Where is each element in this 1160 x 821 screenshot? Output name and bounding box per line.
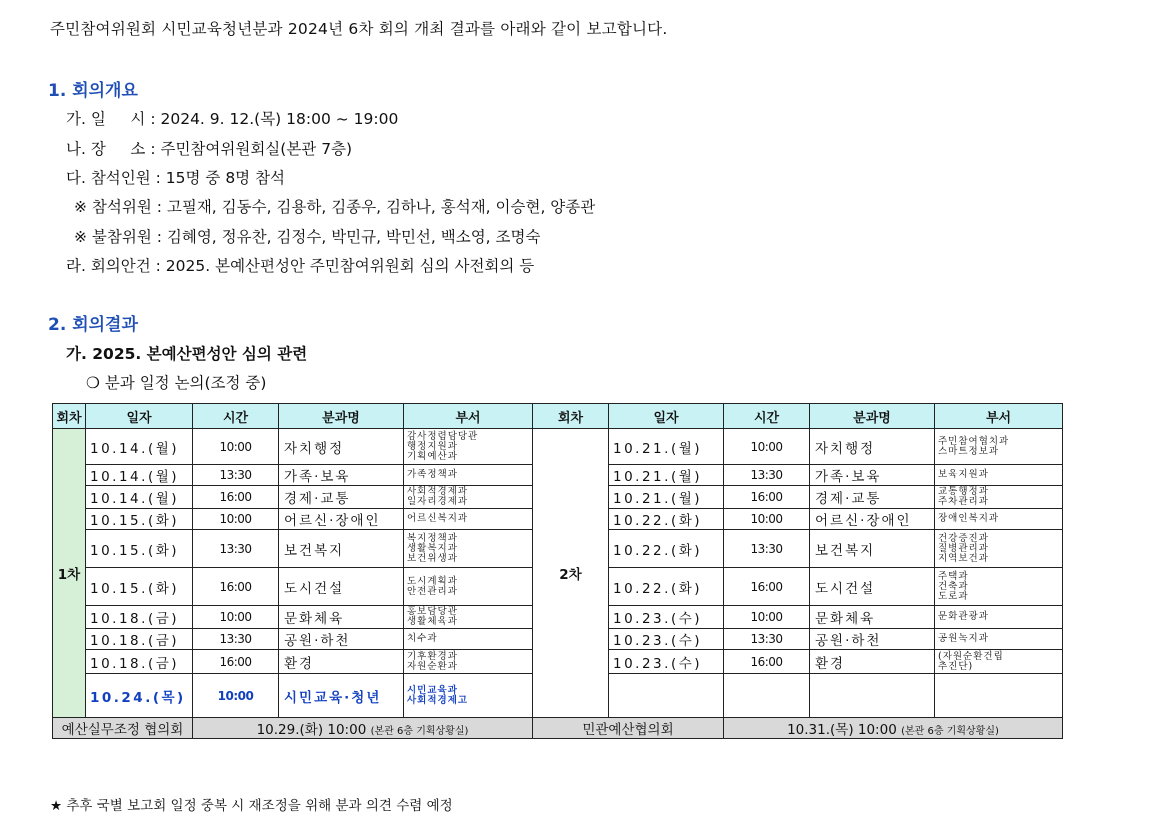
right-time-cell: 13:30 [724, 530, 810, 568]
right-department-cell [935, 465, 1063, 486]
left-date-cell: 10.14.(월) [86, 486, 193, 509]
department-name: 건강증진과 [938, 532, 989, 544]
left-time-cell: 10:00 [193, 674, 279, 718]
overview-attendees: ※ 참석위원 : 고필재, 김동수, 김용하, 김종우, 김하나, 홍석재, 이승현, 양종관 [74, 198, 596, 216]
right-time-cell: 10:00 [724, 509, 810, 530]
left-time-cell: 13:30 [193, 629, 279, 650]
footer-left-value [193, 718, 533, 739]
header-date: 일자 [609, 404, 724, 429]
left-department-cell [404, 650, 533, 674]
department-name: 보건위생과 [407, 552, 458, 564]
empty-cell [810, 674, 935, 718]
left-name-cell: 가족·보육 [279, 465, 404, 486]
left-date-cell: 10.15.(화) [86, 530, 193, 568]
footer-right-value [724, 718, 1063, 739]
overview-place: 나. 장 소 : 주민참여위원회실(본관 7층) [66, 140, 353, 158]
footnote: ★ 추후 국별 보고회 일정 중복 시 재조정을 위해 분과 의견 수렴 예정 [50, 798, 453, 814]
left-date-cell: 10.18.(금) [86, 629, 193, 650]
department-name: 도로과 [938, 590, 969, 602]
overview-absentees: ※ 불참위원 : 김혜영, 정유찬, 김정수, 박민규, 박민선, 백소영, 조명숙 [74, 228, 541, 246]
right-date-cell: 10.22.(화) [609, 509, 724, 530]
department-name: 홍보담당관 [407, 606, 458, 617]
left-time-cell: 10:00 [193, 606, 279, 629]
right-date-cell: 10.23.(수) [609, 629, 724, 650]
department-name: 추진단) [938, 660, 974, 672]
empty-cell [609, 674, 724, 718]
right-time-cell: 10:00 [724, 606, 810, 629]
right-time-cell: 16:00 [724, 568, 810, 606]
department-name: 생활복지과 [407, 542, 458, 554]
right-time-cell: 16:00 [724, 650, 810, 674]
left-name-cell: 문화체육 [279, 606, 404, 629]
department-name: 안전관리과 [407, 585, 458, 597]
right-date-cell: 10.21.(월) [609, 465, 724, 486]
left-time-cell: 10:00 [193, 509, 279, 530]
left-time-cell: 16:00 [193, 650, 279, 674]
header-time: 시간 [724, 404, 810, 429]
department-name: 주차관리과 [938, 496, 989, 507]
right-date-cell: 10.23.(수) [609, 606, 724, 629]
empty-cell [724, 674, 810, 718]
round-1-label: 1차 [53, 429, 86, 718]
round-2-label: 2차 [533, 429, 609, 718]
department-name: 교통행정과 [938, 486, 989, 497]
right-time-cell: 16:00 [724, 486, 810, 509]
section2-title: 2. 회의결과 [48, 315, 138, 335]
header-round: 회차 [53, 404, 86, 429]
header-round: 회차 [533, 404, 609, 429]
footer-right-label: 민관예산협의회 [533, 718, 724, 739]
intro-text: 주민참여위원회 시민교육청년분과 2024년 6차 회의 개최 결과를 아래와 같이 보고합니다. [50, 20, 668, 38]
department-name: 행정지원과 [407, 440, 458, 452]
right-name-cell: 문화체육 [810, 606, 935, 629]
left-name-cell: 환경 [279, 650, 404, 674]
right-department-cell [935, 606, 1063, 629]
footer-left-place: (본관 6층 기획상황실) [370, 726, 469, 737]
left-department-cell [404, 606, 533, 629]
left-date-cell: 10.14.(월) [86, 429, 193, 465]
right-date-cell: 10.22.(화) [609, 530, 724, 568]
left-department-cell [404, 429, 533, 465]
left-time-cell: 16:00 [193, 568, 279, 606]
section2-subtitle: 가. 2025. 본예산편성안 심의 관련 [66, 345, 308, 363]
right-department-cell [935, 486, 1063, 509]
left-date-cell: 10.18.(금) [86, 650, 193, 674]
schedule-status: ❍ 분과 일정 논의(조정 중) [86, 374, 267, 392]
left-date-cell: 10.24.(목) [86, 674, 193, 718]
header-department: 부서 [404, 404, 533, 429]
header-subcommittee: 분과명 [810, 404, 935, 429]
right-name-cell: 가족·보육 [810, 465, 935, 486]
left-name-cell: 공원·하천 [279, 629, 404, 650]
table-row [53, 429, 1063, 465]
department-name: 기후환경과 [407, 650, 458, 662]
department-name: 질병관리과 [938, 542, 989, 554]
department-name: 복지정책과 [407, 532, 458, 544]
left-name-cell: 자치행정 [279, 429, 404, 465]
department-name: 주민참여협치과 [938, 435, 1010, 447]
left-department-cell [404, 486, 533, 509]
left-date-cell: 10.15.(화) [86, 509, 193, 530]
header-department: 부서 [935, 404, 1063, 429]
right-date-cell: 10.21.(월) [609, 486, 724, 509]
department-name: (자원순환건립 [938, 650, 1004, 662]
left-department-cell [404, 568, 533, 606]
footer-left-label: 예산실무조정 협의회 [53, 718, 193, 739]
header-time: 시간 [193, 404, 279, 429]
left-date-cell: 10.18.(금) [86, 606, 193, 629]
left-name-cell: 시민교육·청년 [279, 674, 404, 718]
overview-date: 가. 일 시 : 2024. 9. 12.(목) 18:00 ~ 19:00 [66, 110, 399, 128]
left-department-cell [404, 530, 533, 568]
table-header-row [53, 404, 1063, 429]
department-name: 감사정렴담당관 [407, 430, 479, 442]
right-department-cell [935, 509, 1063, 530]
right-name-cell: 어르신·장애인 [810, 509, 935, 530]
header-subcommittee: 분과명 [279, 404, 404, 429]
right-department-cell [935, 629, 1063, 650]
left-name-cell: 도시건설 [279, 568, 404, 606]
department-name: 건축과 [938, 580, 969, 592]
right-name-cell: 자치행정 [810, 429, 935, 465]
table-footer-row [53, 718, 1063, 739]
left-name-cell: 경제·교통 [279, 486, 404, 509]
right-department-cell [935, 650, 1063, 674]
left-department-cell [404, 465, 533, 486]
footer-right-datetime: 10.31.(목) 10:00 [787, 722, 897, 738]
schedule-table [52, 403, 1063, 739]
overview-agenda: 라. 회의안건 : 2025. 본예산편성안 주민참여위원회 심의 사전회의 등 [66, 257, 535, 275]
right-date-cell: 10.21.(월) [609, 429, 724, 465]
right-name-cell: 도시건설 [810, 568, 935, 606]
left-date-cell: 10.15.(화) [86, 568, 193, 606]
left-name-cell: 보건복지 [279, 530, 404, 568]
left-department-cell [404, 629, 533, 650]
right-date-cell: 10.22.(화) [609, 568, 724, 606]
department-name: 보육지원과 [938, 469, 989, 480]
right-date-cell: 10.23.(수) [609, 650, 724, 674]
department-name: 장애인복지과 [938, 513, 1000, 524]
department-name: 사회적경제과 [407, 486, 469, 497]
department-name: 주택과 [938, 570, 969, 582]
department-name: 지역보건과 [938, 552, 989, 564]
department-name: 자원순환과 [407, 660, 458, 672]
right-department-cell [935, 568, 1063, 606]
right-name-cell: 환경 [810, 650, 935, 674]
left-time-cell: 13:30 [193, 465, 279, 486]
footer-right-place: (본관 6층 기획상황실) [901, 726, 999, 737]
overview-attendance: 다. 참석인원 : 15명 중 8명 참석 [66, 169, 286, 187]
left-time-cell: 13:30 [193, 530, 279, 568]
department-name: 스마트정보과 [938, 445, 1000, 457]
department-name: 가족정책과 [407, 469, 458, 480]
right-name-cell: 보건복지 [810, 530, 935, 568]
department-name: 기획예산과 [407, 450, 458, 462]
right-name-cell: 경제·교통 [810, 486, 935, 509]
left-time-cell: 16:00 [193, 486, 279, 509]
right-time-cell: 13:30 [724, 629, 810, 650]
footer-left-datetime: 10.29.(화) 10:00 [256, 722, 367, 738]
left-date-cell: 10.14.(월) [86, 465, 193, 486]
right-time-cell: 10:00 [724, 429, 810, 465]
empty-cell [935, 674, 1063, 718]
right-time-cell: 13:30 [724, 465, 810, 486]
left-department-cell [404, 674, 533, 718]
department-name: 사회적경제고 [407, 694, 469, 706]
right-department-cell [935, 530, 1063, 568]
department-name: 일자리경제과 [407, 496, 469, 507]
department-name: 도시계획과 [407, 575, 458, 587]
right-name-cell: 공원·하천 [810, 629, 935, 650]
department-name: 문화관광과 [938, 611, 989, 622]
department-name: 치수과 [407, 633, 438, 644]
section1-title: 1. 회의개요 [48, 81, 138, 101]
left-department-cell [404, 509, 533, 530]
left-time-cell: 10:00 [193, 429, 279, 465]
department-name: 어르신복지과 [407, 513, 469, 524]
department-name: 시민교육과 [407, 684, 458, 696]
department-name: 생활체육과 [407, 616, 458, 627]
header-date: 일자 [86, 404, 193, 429]
left-name-cell: 어르신·장애인 [279, 509, 404, 530]
right-department-cell [935, 429, 1063, 465]
department-name: 공원녹지과 [938, 633, 989, 644]
